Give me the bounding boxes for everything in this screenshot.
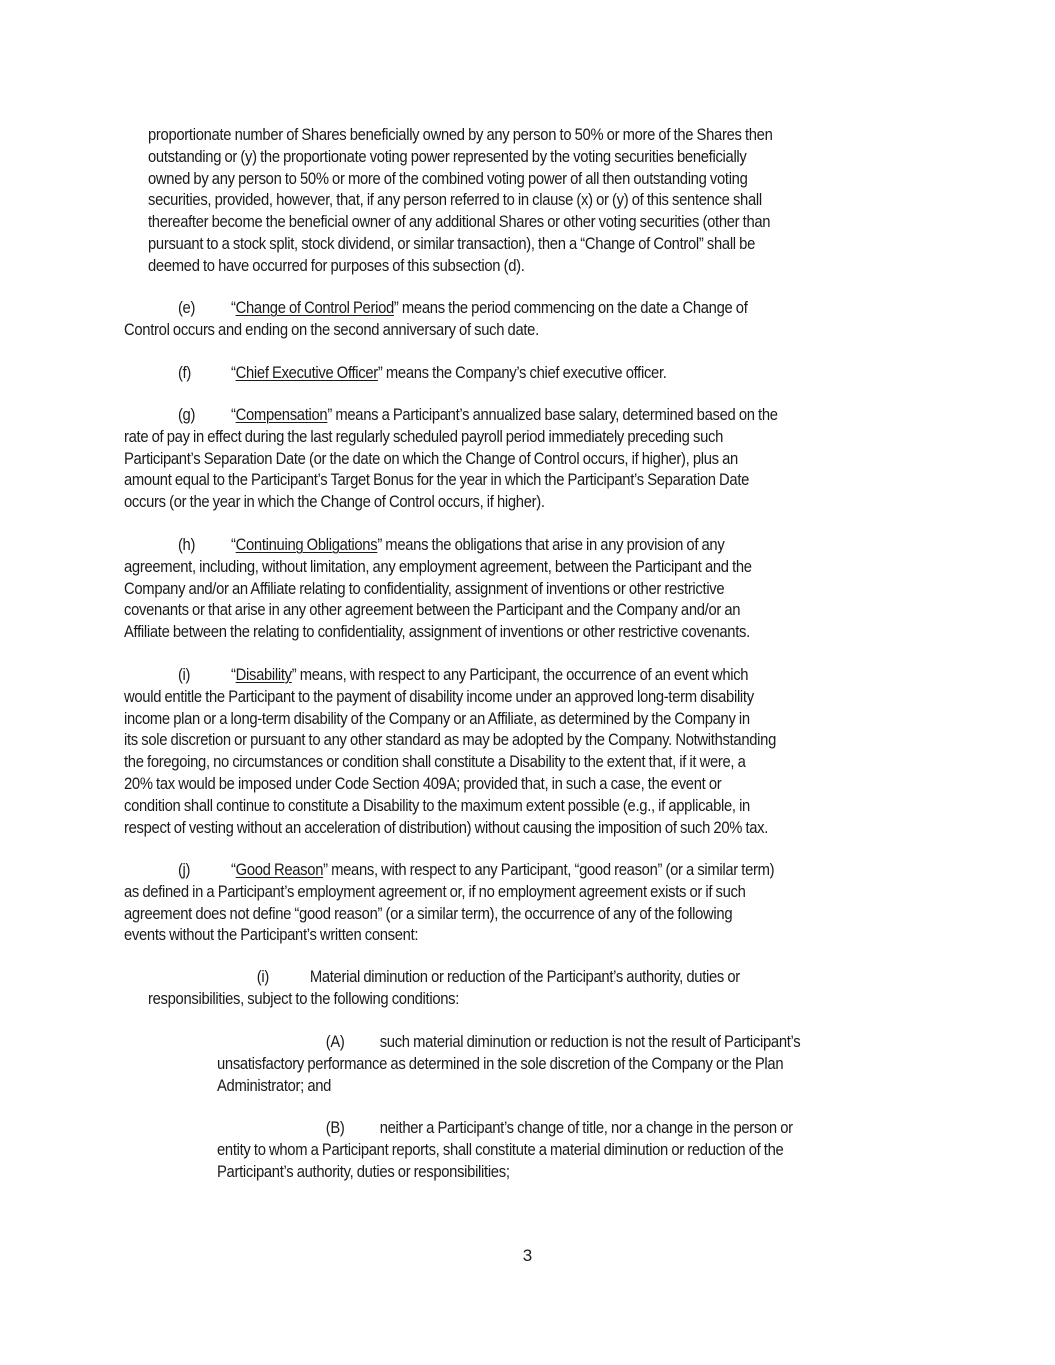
text-line: covenants or that arise in any other agreement between the Participant and the Company and/or an — [124, 600, 741, 620]
text-line: events without the Participant’s written consent: — [124, 925, 419, 945]
paragraph-j-i-material-diminution — [148, 966, 828, 1010]
text-line: its sole discretion or pursuant to any other standard as may be adopted by the Company. Notwithstanding — [124, 730, 777, 750]
defined-term: Good Reason — [235, 860, 324, 879]
text-line: ” means the obligations that arise in any provision of any — [377, 535, 725, 554]
clause-label: (i) — [256, 967, 269, 986]
open-quote: “ — [231, 405, 236, 424]
text-line: neither a Participant’s change of title, nor a change in the person or — [379, 1118, 793, 1137]
page-number: 3 — [522, 1246, 533, 1265]
defined-term: Disability — [235, 665, 292, 684]
defined-term: Change of Control Period — [235, 298, 394, 317]
text-line: agreement does not define “good reason” (or a similar term), the occurrence of any of the following — [124, 903, 733, 923]
paragraph-d-continuation — [148, 124, 866, 277]
text-line: 20% tax would be imposed under Code Section 409A; provided that, in such a case, the event or — [124, 773, 722, 793]
text-line: ” means, with respect to any Participant, the occurrence of an event which — [291, 665, 749, 684]
text-line: ” means, with respect to any Participant, “good reason” (or a similar term) — [323, 860, 775, 879]
text-line: Participant’s Separation Date (or the date on which the Change of Control occurs, if higher), plus an — [124, 448, 738, 468]
text-line: income plan or a long-term disability of the Company or an Affiliate, as determined by the Company in — [124, 708, 750, 728]
clause-label: (B) — [325, 1118, 345, 1137]
paragraph-j-i-a — [217, 1031, 888, 1096]
text-line: respect of vesting without an acceleration of distribution) without causing the imposition of such 20% tax. — [124, 817, 769, 837]
open-quote: “ — [231, 363, 236, 382]
defined-term: Chief Executive Officer — [235, 363, 378, 382]
defined-term: Continuing Obligations — [235, 535, 378, 554]
text-line: Control occurs and ending on the second anniversary of such date. — [124, 319, 539, 339]
text-line: occurs (or the year in which the Change of Control occurs, if higher). — [124, 492, 545, 512]
text-line: unsatisfactory performance as determined in the sole discretion of the Company or the Plan — [217, 1053, 784, 1073]
text-line: Company and/or an Affiliate relating to confidentiality, assignment of inventions or other restrictive — [124, 578, 725, 598]
text-line: entity to whom a Participant reports, shall constitute a material diminution or reduction of the — [217, 1139, 784, 1159]
paragraph-f-chief-executive-officer — [124, 362, 748, 384]
text-line: Material diminution or reduction of the Participant’s authority, duties or — [309, 967, 740, 986]
text-line: responsibilities, subject to the following conditions: — [148, 988, 460, 1008]
text-line: deemed to have occurred for purposes of this subsection (d). — [148, 255, 525, 275]
text-line: outstanding or (y) the proportionate voting power represented by the voting securities beneficially — [148, 146, 747, 166]
clause-label: (j) — [177, 860, 191, 879]
clause-label: (f) — [177, 363, 191, 382]
text-line: as defined in a Participant’s employment agreement or, if no employment agreement exists or if such — [124, 881, 746, 901]
text-line: ” means a Participant’s annualized base salary, determined based on the — [327, 405, 778, 424]
clause-label: (i) — [177, 665, 191, 684]
text-line: Administrator; and — [217, 1075, 332, 1095]
clause-label: (g) — [177, 405, 196, 424]
open-quote: “ — [231, 535, 236, 554]
text-line: ” means the Company’s chief executive officer. — [377, 363, 667, 382]
text-line: rate of pay in effect during the last regularly scheduled payroll period immediately preceding such — [124, 426, 724, 446]
paragraph-g-compensation — [124, 404, 875, 513]
open-quote: “ — [231, 665, 236, 684]
text-line: the foregoing, no circumstances or condition shall constitute a Disability to the extent that, if it were, a — [124, 752, 746, 772]
text-line: Affiliate between the relating to confidentiality, assignment of inventions or other restrictive covenants. — [124, 622, 750, 642]
text-line: amount equal to the Participant’s Target Bonus for the year in which the Participant’s Separation Date — [124, 470, 750, 490]
paragraph-i-disability — [124, 664, 873, 838]
paragraph-j-i-b — [217, 1117, 879, 1182]
text-line: owned by any person to 50% or more of the combined voting power of all then outstanding voting — [148, 168, 748, 188]
text-line: securities, provided, however, that, if any person referred to in clause (x) or (y) of this sentence shall — [148, 190, 762, 210]
text-line: agreement, including, without limitation, any employment agreement, between the Participant and the — [124, 556, 752, 576]
text-line: such material diminution or reduction is not the result of Participant’s — [379, 1032, 801, 1051]
clause-label: (A) — [325, 1032, 345, 1051]
clause-label: (e) — [177, 298, 196, 317]
text-line: thereafter become the beneficial owner of any additional Shares or other voting securities (other than — [148, 212, 771, 232]
text-line: ” means the period commencing on the date a Change of — [393, 298, 748, 317]
defined-term: Compensation — [235, 405, 328, 424]
open-quote: “ — [231, 860, 236, 879]
text-line: condition shall continue to constitute a Disability to the maximum extent possible (e.g., if applicable, in — [124, 795, 750, 815]
paragraph-h-continuing-obligations — [124, 534, 846, 643]
clause-label: (h) — [177, 535, 196, 554]
text-line: proportionate number of Shares beneficially owned by any person to 50% or more of the Shares then — [148, 125, 773, 144]
paragraph-j-good-reason — [124, 859, 871, 946]
text-line: Participant’s authority, duties or responsibilities; — [217, 1161, 510, 1181]
text-line: pursuant to a stock split, stock dividend, or similar transaction), then a “Change of Control” shall be — [148, 233, 756, 253]
text-line: would entitle the Participant to the payment of disability income under an approved long-term disability — [124, 686, 754, 706]
paragraph-e-change-of-control-period — [124, 297, 841, 341]
open-quote: “ — [231, 298, 236, 317]
